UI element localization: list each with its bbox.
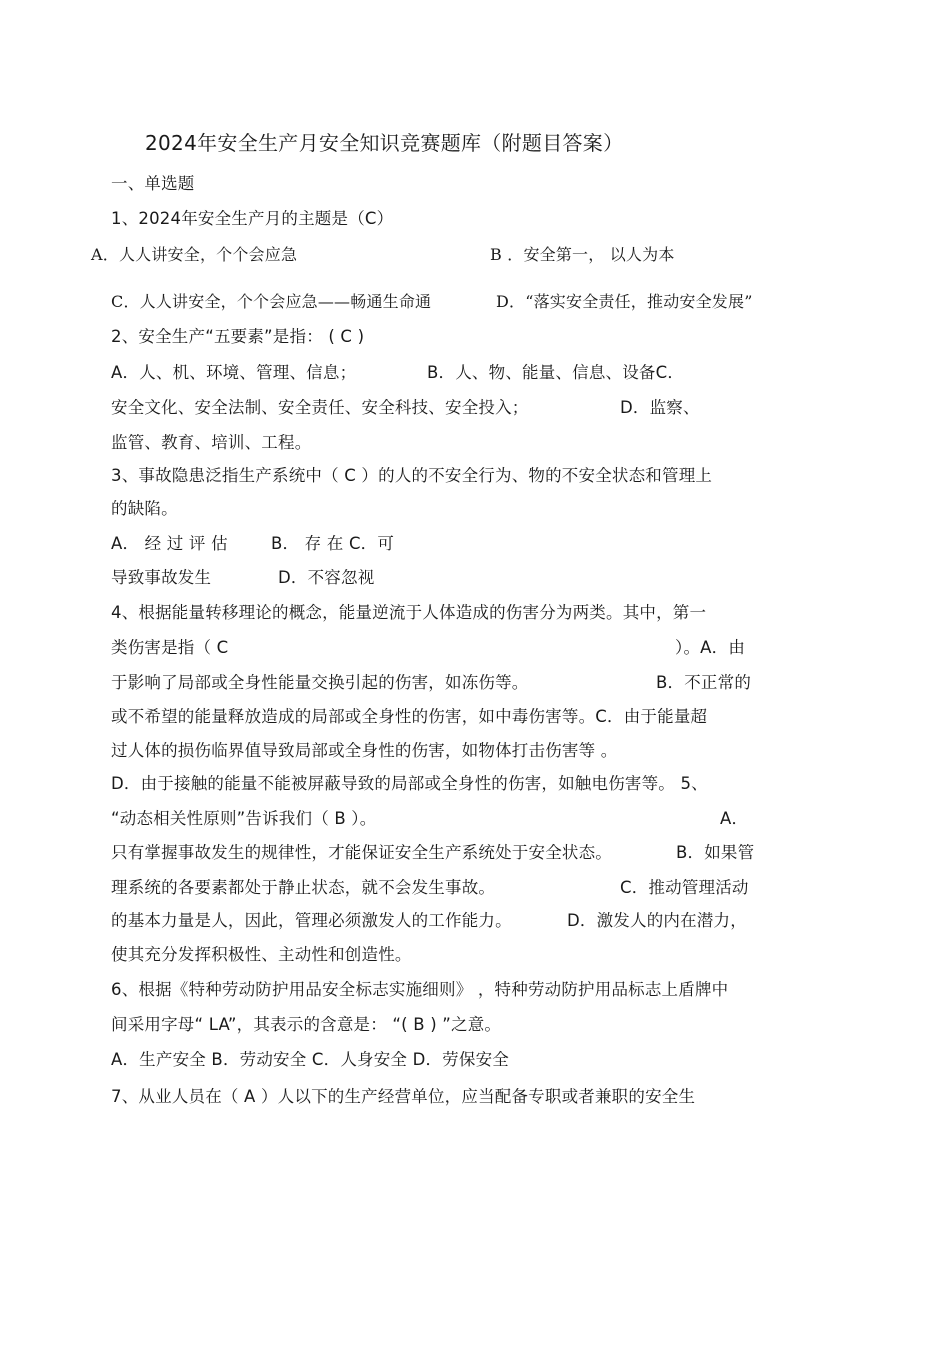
- question-5-option-a-cont: 只有掌握事故发生的规律性，才能保证安全生产系统处于安全状态。: [111, 843, 612, 862]
- question-3-stem: 3、事故隐患泛指生产系统中（ C ）的人的不安全行为、物的不安全状态和管理上: [111, 466, 713, 485]
- question-5-option-b: B．如果管: [676, 843, 755, 862]
- question-1-option-d: D．“落实安全责任，推动安全发展”: [496, 292, 753, 311]
- question-3-option-a: A． 经 过 评 估: [111, 534, 228, 553]
- document-title: 2024年安全生产月安全知识竞赛题库（附题目答案）: [145, 131, 624, 155]
- question-6-options: A．生产安全 B．劳动安全 C．人身安全 D．劳保安全: [111, 1050, 509, 1069]
- question-4-option-d: D．由于接触的能量不能被屏蔽导致的局部或全身性的伤害，如触电伤害等。 5、: [111, 774, 708, 793]
- question-5-option-d: D．激发人的内在潜力，: [567, 911, 747, 930]
- question-2-option-d: D．监察、: [620, 398, 700, 417]
- question-5-option-b-cont: 理系统的各要素都处于静止状态，就不会发生事故。: [111, 878, 496, 897]
- question-3-option-b: B． 存 在 C．可: [271, 534, 395, 553]
- question-5-option-c: C．推动管理活动: [620, 878, 749, 897]
- question-1-stem: 1、2024年安全生产月的主题是（C）: [111, 209, 394, 228]
- question-5-option-a: A．: [720, 809, 749, 828]
- question-4-option-b-cont: 或不希望的能量释放造成的局部或全身性的伤害，如中毒伤害等。C．由于能量超: [111, 707, 708, 726]
- question-4-stem-cont: 类伤害是指（ C: [111, 638, 229, 657]
- question-2-option-b: B．人、物、能量、信息、设备C．: [427, 363, 685, 382]
- question-4-option-c-cont: 过人体的损伤临界值导致局部或全身性的伤害，如物体打击伤害等 。: [111, 741, 618, 760]
- question-5-option-c-cont: 的基本力量是人，因此，管理必须激发人的工作能力。: [111, 911, 512, 930]
- question-5-option-d-cont: 使其充分发挥积极性、主动性和创造性。: [111, 945, 412, 964]
- question-4-option-b: B．不正常的: [656, 673, 752, 692]
- question-6-stem: 6、根据《特种劳动防护用品安全标志实施细则》 ，特种劳动防护用品标志上盾牌中: [111, 980, 729, 999]
- question-1-option-b: B ．安全第一， 以人为本: [490, 245, 675, 264]
- question-2-stem: 2、安全生产“五要素”是指： ( C ): [111, 327, 365, 346]
- question-4-stem: 4、根据能量转移理论的概念，能量逆流于人体造成的伤害分为两类。其中，第一: [111, 603, 707, 622]
- question-3-option-c: 导致事故发生: [111, 568, 212, 587]
- question-1-option-a: A．人人讲安全，个个会应急: [91, 245, 298, 264]
- question-7-stem: 7、从业人员在（ A ）人以下的生产经营单位，应当配备专职或者兼职的安全生: [111, 1087, 696, 1106]
- question-1-option-c: C．人人讲安全，个个会应急——畅通生命通: [111, 292, 432, 311]
- section-heading: 一、单选题: [111, 174, 195, 193]
- question-2-option-d-cont: 监管、教育、培训、工程。: [111, 433, 312, 452]
- question-4-option-a: ）。A．由: [675, 638, 746, 657]
- question-4-option-a-cont: 于影响了局部或全身性能量交换引起的伤害，如冻伤等。: [111, 673, 529, 692]
- question-3-stem-cont: 的缺陷。: [111, 499, 178, 518]
- question-2-option-c: 安全文化、安全法制、安全责任、安全科技、安全投入；: [111, 398, 529, 417]
- question-3-option-d: D．不容忽视: [278, 568, 375, 587]
- question-2-option-a: A．人、机、环境、管理、信息；: [111, 363, 357, 382]
- question-6-stem-cont: 间采用字母“ LA”，其表示的含意是： “( B ) ”之意。: [111, 1015, 502, 1034]
- question-5-stem: “动态相关性原则”告诉我们（ B ）。: [111, 809, 377, 828]
